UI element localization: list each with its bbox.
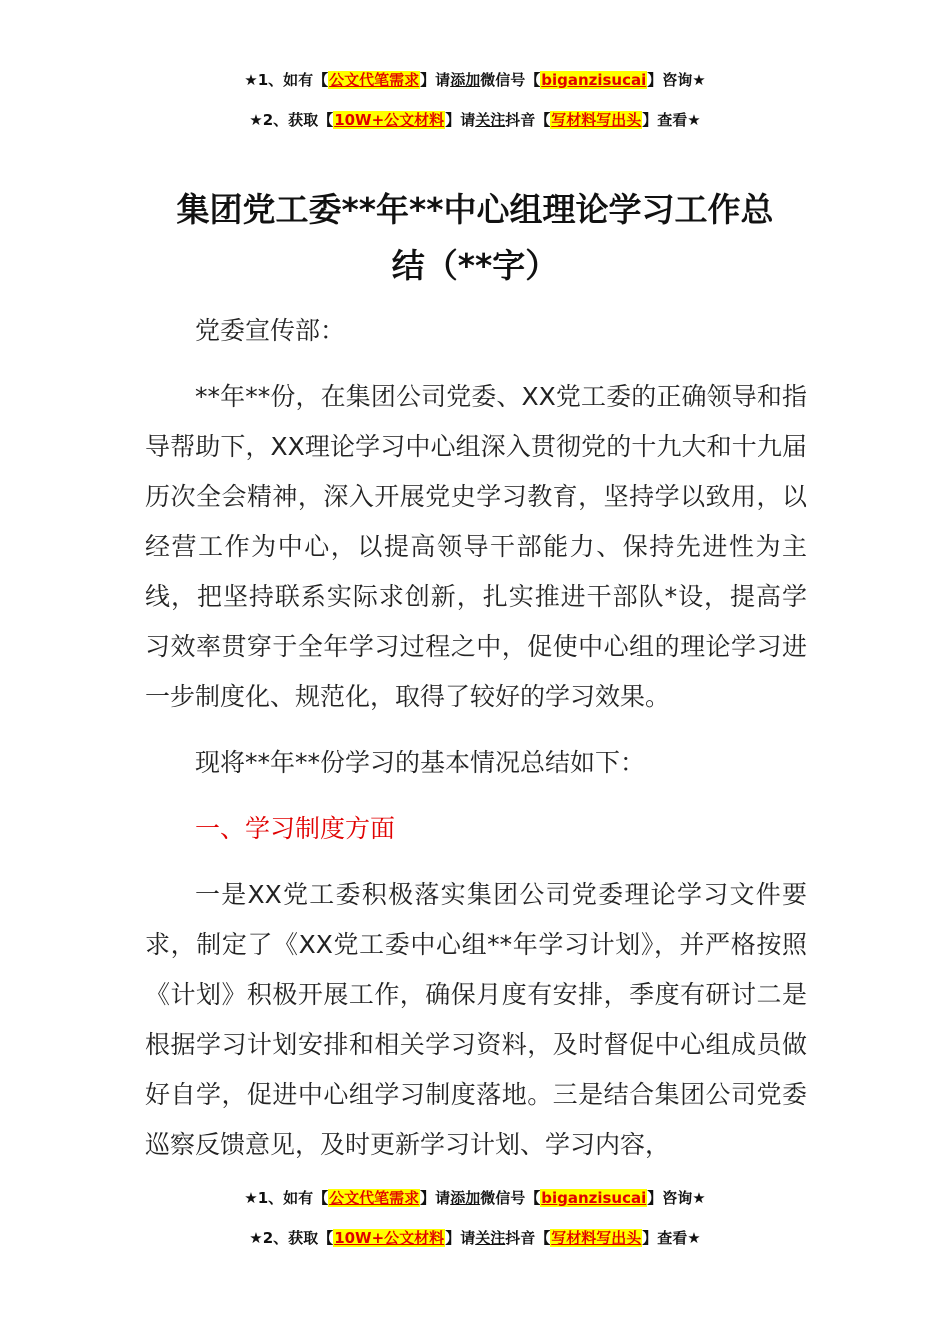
banner-text: ★2、获取【: [249, 1229, 334, 1247]
banner-text: ★1、如有【: [244, 1189, 329, 1207]
top-banner-line-2: [0, 110, 950, 130]
paragraph-summary-lead: 现将**年**份学习的基本情况总结如下：: [195, 748, 646, 777]
top-banner-line-1: [0, 70, 950, 90]
banner-text: 抖音【: [505, 111, 551, 129]
banner-text: 微信号【: [480, 71, 541, 89]
banner-highlight: 公文代笔需求: [329, 1189, 420, 1207]
banner-text: 】请: [420, 71, 451, 89]
banner-highlight: 10W+公文材料: [334, 1229, 445, 1247]
document-title: [0, 182, 950, 294]
banner-text: 】请: [445, 1229, 476, 1247]
banner-underline: 关注: [475, 111, 506, 129]
paragraph-study-system: 一是XX党工委积极落实集团公司党委理论学习文件要求，制定了《XX党工委中心组**年学习计划》，并严格按照《计划》积极开展工作，确保月度有安排，季度有研讨二是根据学习计划安排和相关学习资料，及时督促中心组成员做好自学，促进中心组学习制度落地。三是结合集团公司党委巡察反馈意见，及时更新学习计划、学习内容，: [145, 880, 807, 1159]
banner-douyin-id: 写材料写出头: [551, 1229, 642, 1247]
banner-douyin-id: 写材料写出头: [551, 111, 642, 129]
banner-text: 】查看★: [642, 1229, 701, 1247]
document-body: [145, 306, 807, 1186]
banner-underline: 添加: [450, 71, 481, 89]
banner-text: ★2、获取【: [249, 111, 334, 129]
title-line-2: 结（**字）: [391, 246, 559, 285]
banner-text: 】请: [420, 1189, 451, 1207]
section-heading: 一、学习制度方面: [195, 814, 396, 843]
banner-text: 微信号【: [480, 1189, 541, 1207]
banner-highlight: 10W+公文材料: [334, 111, 445, 129]
banner-highlight: 公文代笔需求: [329, 71, 420, 89]
banner-wechat-id: biganzisucai: [541, 1189, 647, 1207]
banner-text: 】请: [445, 111, 476, 129]
banner-text: 】咨询★: [647, 1189, 706, 1207]
salutation: 党委宣传部：: [195, 316, 346, 345]
banner-underline: 添加: [450, 1189, 481, 1207]
paragraph-intro: **年**份，在集团公司党委、XX党工委的正确领导和指导帮助下，XX理论学习中心组深入贯彻党的十九大和十九届历次全会精神，深入开展党史学习教育，坚持学以致用，以经营工作为中心，以提高领导干部能力、保持先进性为主线，把坚持联系实际求创新，扎实推进干部队*设，提高学习效率贯穿于全年学习过程之中，促使中心组的理论学习进一步制度化、规范化，取得了较好的学习效果。: [145, 382, 807, 711]
banner-text: 抖音【: [505, 1229, 551, 1247]
bottom-banner-line-2: [0, 1228, 950, 1248]
banner-text: ★1、如有【: [244, 71, 329, 89]
bottom-banner-line-1: [0, 1188, 950, 1208]
title-line-1: 集团党工委**年**中心组理论学习工作总: [176, 190, 774, 229]
banner-text: 】咨询★: [647, 71, 706, 89]
banner-text: 】查看★: [642, 111, 701, 129]
banner-wechat-id: biganzisucai: [541, 71, 647, 89]
banner-underline: 关注: [475, 1229, 506, 1247]
